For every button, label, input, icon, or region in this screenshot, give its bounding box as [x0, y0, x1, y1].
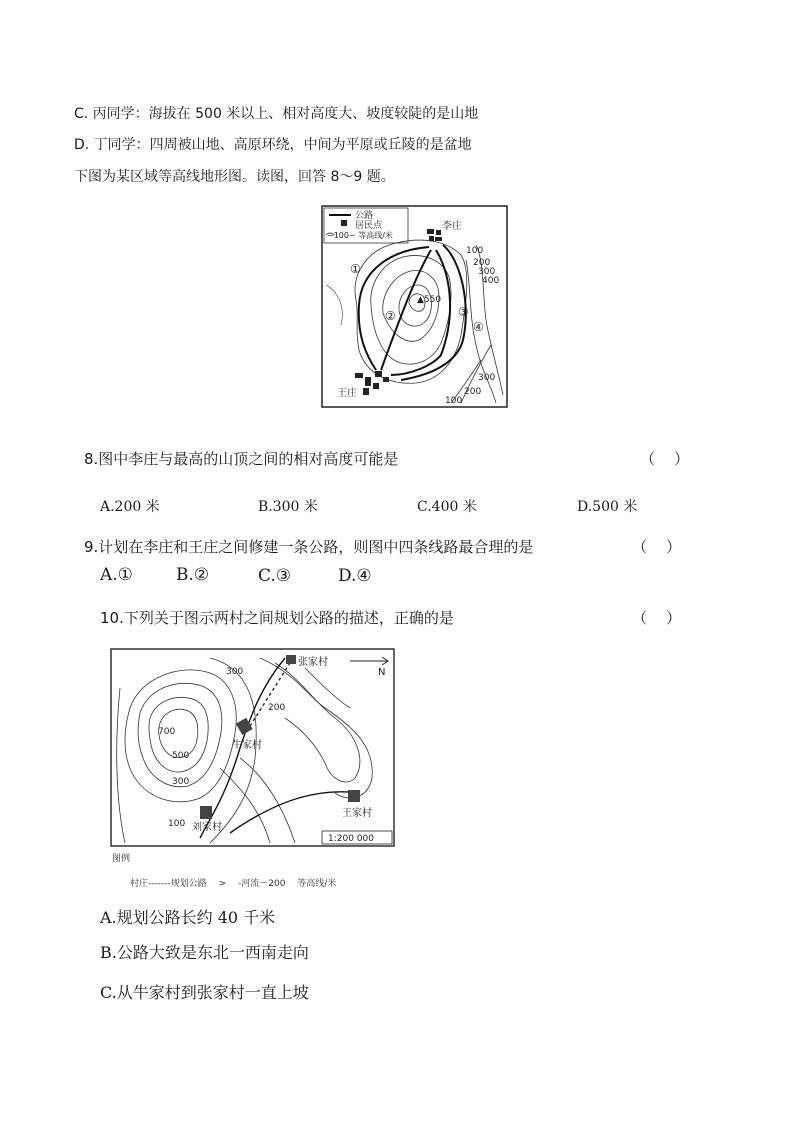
map1-contour-300a: 300 — [478, 267, 496, 277]
map1-wangzhuang-label: 王庄 — [337, 388, 357, 399]
map2-niu-label: 牛家村 — [232, 740, 262, 751]
map1-peak-label: ▲550 — [417, 295, 442, 305]
map1-legend-settlement: 居民点 — [355, 221, 383, 231]
map1-contour-400: 400 — [482, 276, 500, 286]
q9-stem: 9.计划在李庄和王庄之间修建一条公路，则图中四条线路最合理的是 — [84, 538, 534, 556]
map1-contour-300b: 300 — [478, 373, 496, 383]
q8-option-a[interactable]: A.200 米 — [100, 499, 160, 515]
prev-option-c: C. 丙同学：海拔在 500 米以上、相对高度大、坡度较陡的是山地 — [74, 106, 479, 122]
q10-stem: 10.下列关于图示两村之间规划公路的描述，正确的是 — [100, 609, 454, 627]
q9-option-b[interactable]: B.② — [176, 565, 210, 585]
map2-contour-100: 100 — [168, 819, 186, 829]
q8-answer-blank[interactable]: （ ） — [640, 450, 690, 468]
map2-legend-text: 村庄-------规划公路 > -河流－200 等高线/米 — [130, 879, 337, 889]
intro-text: 下图为某区域等高线地形图。读图，回答 8～9 题。 — [74, 169, 395, 185]
q9-option-c[interactable]: C.③ — [258, 566, 292, 586]
map1-contour-100a: 100 — [466, 246, 484, 256]
q9-option-d[interactable]: D.④ — [338, 566, 372, 586]
contour-map-1 — [321, 205, 508, 408]
q9-option-a[interactable]: A.① — [100, 565, 133, 585]
map2-scale: 1:200 000 — [328, 834, 374, 844]
map1-contour-200b: 200 — [464, 387, 482, 397]
map2-zhang-label: 张家村 — [298, 657, 328, 668]
map1-legend-contour: ~100~ 等高线/米 — [327, 231, 393, 240]
map2-contour-200: 200 — [268, 703, 286, 713]
map2-legend-title: 图例 — [112, 854, 131, 864]
contour-map-2 — [110, 648, 395, 848]
map2-contour-300b: 300 — [172, 777, 190, 787]
map2-contour-300a: 300 — [226, 667, 244, 677]
q9-answer-blank[interactable]: （ ） — [632, 538, 682, 556]
map2-liu-label: 刘家村 — [192, 822, 222, 833]
map1-route-2: ② — [385, 309, 396, 323]
map2-north-label: N — [378, 667, 386, 678]
map2-contour-500: 500 — [172, 751, 190, 761]
map1-route-3: ③ — [458, 305, 469, 319]
map1-route-4: ④ — [473, 320, 484, 334]
q8-option-b[interactable]: B.300 米 — [258, 499, 318, 515]
prev-option-d: D. 丁同学：四周被山地、高原环绕，中间为平原或丘陵的是盆地 — [74, 137, 472, 153]
liu-village-icon — [200, 806, 212, 819]
q8-stem: 8.图中李庄与最高的山顶之间的相对高度可能是 — [84, 450, 399, 468]
q8-option-d[interactable]: D.500 米 — [577, 499, 638, 515]
q10-option-b[interactable]: B.公路大致是东北一西南走向 — [100, 943, 309, 962]
map2-contour-700: 700 — [158, 727, 176, 737]
q10-option-c[interactable]: C.从牛家村到张家村一直上坡 — [100, 983, 309, 1002]
map1-legend-road: 公路 — [355, 211, 374, 221]
map1-contour-200a: 200 — [473, 258, 491, 268]
q8-option-c[interactable]: C.400 米 — [417, 499, 477, 515]
zhang-village-icon — [286, 655, 296, 664]
map1-lizhuang-label: 李庄 — [442, 221, 462, 232]
q10-answer-blank[interactable]: （ ） — [632, 609, 682, 627]
q10-option-a[interactable]: A.规划公路长约 40 千米 — [100, 908, 276, 927]
map1-contour-100b: 100 — [445, 396, 463, 406]
wang-village-icon — [348, 790, 360, 802]
map2-wang-label: 王家村 — [342, 808, 372, 819]
map1-route-1: ① — [350, 262, 361, 276]
